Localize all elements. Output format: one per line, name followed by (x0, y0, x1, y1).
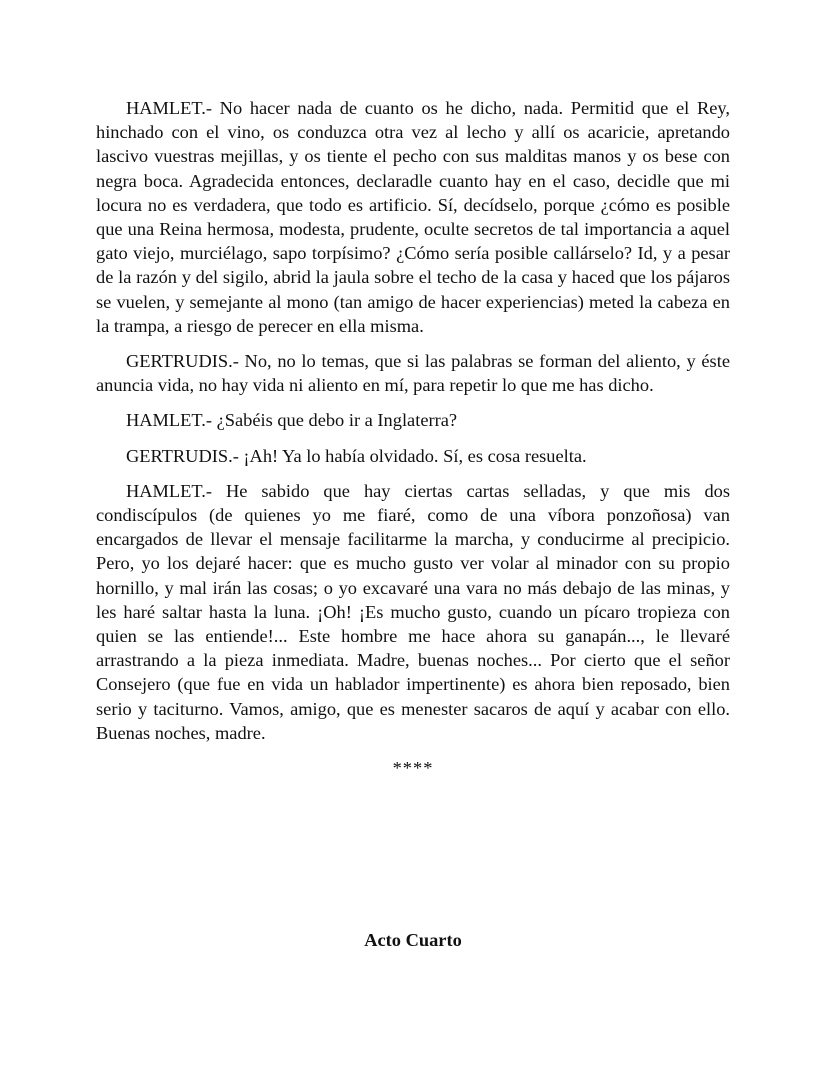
dialogue-paragraph-gertrudis-2: GERTRUDIS.- ¡Ah! Ya lo había olvidado. Sí, es cosa resuelta. (126, 445, 587, 466)
dialogue-paragraph-hamlet-1: HAMLET.- No hacer nada de cuanto os he dicho, nada. Permitid que el Rey, hinchado con el vino, os conduzca otra vez al lecho y allí os acaricie, apretando lascivo vuestras mejillas, y os tiente el pecho con sus malditas manos y os bese con negra boca. Agradecida entonces, declaradle cuanto hay en el caso, decidle que mi locura no es verdadera, que todo es artificio. Sí, decídselo, porque ¿cómo es posible que una Reina hermosa, modesta, prudente, oculte secretos de tal importancia a aquel gato viejo, murciélago, sapo torpísimo? ¿Cómo sería posible callárselo? Id, y a pesar de la razón y del sigilo, abrid la jaula sobre el techo de la casa y haced que los pájaros se vuelen, y semejante al mono (tan amigo de hacer experiencias) meted la cabeza en la trampa, a riesgo de perecer en ella misma. (96, 98, 730, 336)
act-title: Acto Cuarto (364, 930, 462, 950)
dialogue-paragraph-hamlet-3: HAMLET.- He sabido que hay ciertas cartas selladas, y que mis dos condiscípulos (de quienes yo me fiaré, como de una víbora ponzoñosa) van encargados de llevar el mensaje facilitarme la marcha, y conducirme al precipicio. Pero, yo los dejaré hacer: que es mucho gusto ver volar al minador con su propio hornillo, y mal irán las cosas; o yo excavaré una vara no más debajo de las minas, y les haré saltar hasta la luna. ¡Oh! ¡Es mucho gusto, cuando un pícaro tropieza con quien se las entiende!... Este hombre me hace ahora su ganapán..., le llevaré arrastrando a la pieza inmediata. Madre, buenas noches... Por cierto que el señor Consejero (que fue en vida un hablador impertinente) es ahora bien reposado, bien serio y taciturno. Vamos, amigo, que es menester sacaros de aquí y acabar con ello. Buenas noches, madre. (96, 480, 730, 743)
dialogue-paragraph-hamlet-2: HAMLET.- ¿Sabéis que debo ir a Inglaterra? (126, 410, 458, 431)
document-page (96, 96, 730, 950)
section-separator: **** (392, 758, 434, 779)
dialogue-paragraph-gertrudis-1: GERTRUDIS.- No, no lo temas, que si las palabras se forman del aliento, y éste anuncia vida, no hay vida ni aliento en mí, para repetir lo que me has dicho. (96, 351, 730, 396)
